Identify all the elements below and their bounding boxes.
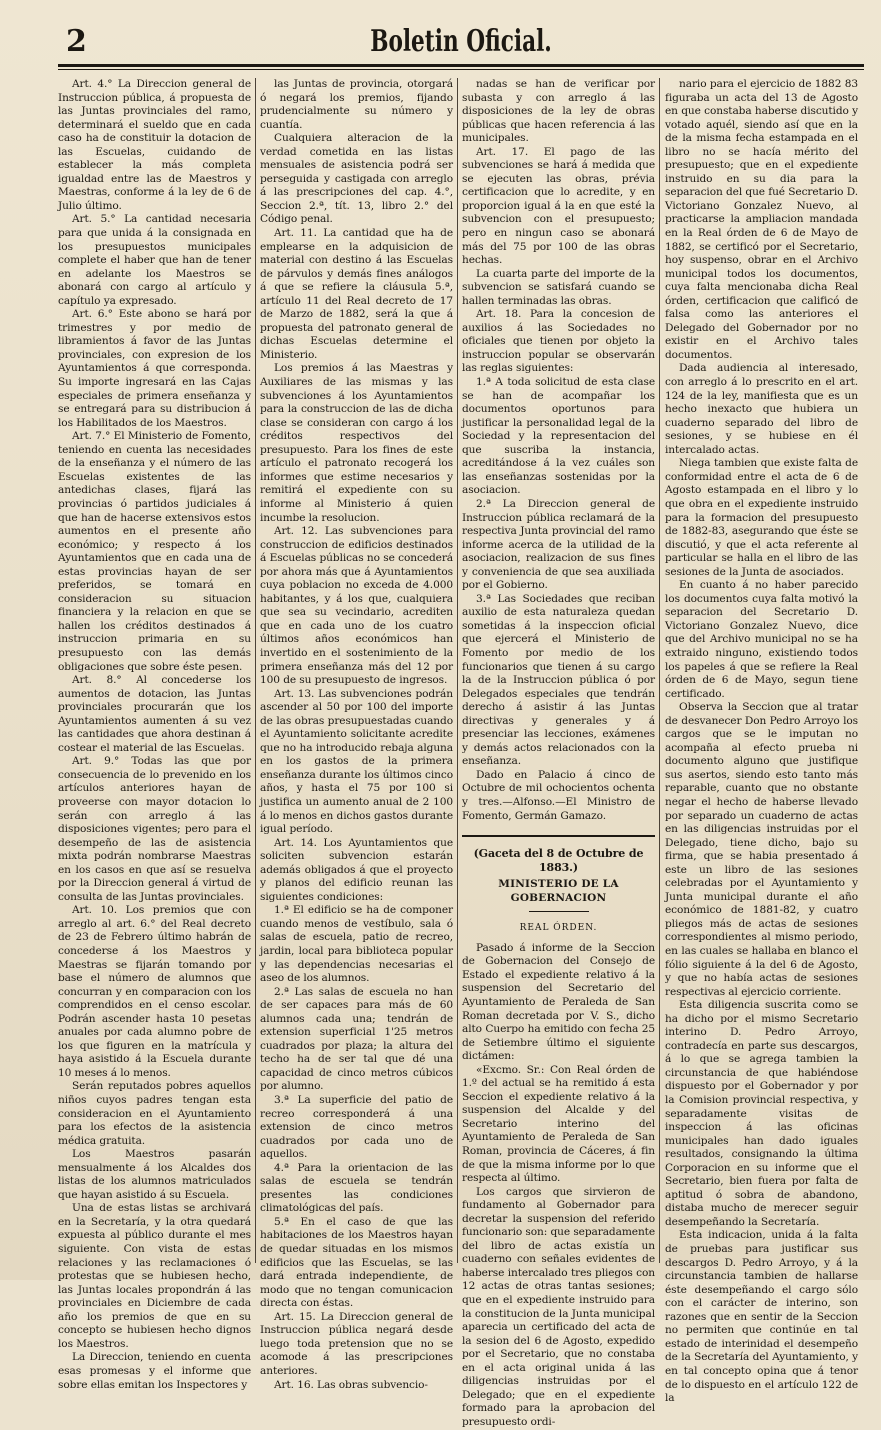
ministry-heading: MINISTERIO DE LA GOBERNACION (498, 878, 619, 904)
paragraph: En cuanto á no haber parecido los documentos cuya falta motivó la separacion del Secretario D. Victoriano Gonzalez Nuevo, dice que del Archivo municipal no se ha extraido ninguno, existiendo todos los papeles á que se refiere la Real órden de 6 de Mayo, segun tiene certificado. (665, 579, 858, 700)
column-3-top (462, 78, 655, 823)
paragraph: Art. 15. La Direccion general de Instruccion pública negará desde luego toda pretension que no se acomode á las prescripciones anteriores. (260, 1310, 453, 1377)
paragraph: Art. 10. Los premios que con arreglo al art. 6.° del Real decreto de 23 de Febrero último habrán de concederse á los Maestros y Maestras se fijarán tomando por base el número de alumnos que concurran y en comparacion con los comprendidos en el censo escolar. Podrán ascender hasta 10 pesetas anuales por cada alumno pobre de los que figuren en la matrícula y haya asistido á la Escuela durante 10 meses á lo menos. (58, 904, 251, 1079)
header-rule-thick (58, 64, 864, 67)
paragraph: Niega tambien que existe falta de conformidad entre el acta de 6 de Agosto estampada en el libro y lo que obra en el expediente instruido para la formacion del presupuesto de 1882-83, asegurando que éste se discutió, y que el acta referente al particular se halla en el libro de las sesiones de la Junta de asociados. (665, 457, 858, 578)
header-rule-thin (58, 69, 864, 70)
text-columns (58, 78, 864, 1428)
column-2 (260, 78, 453, 1391)
short-rule (529, 911, 589, 912)
decree-heading: REAL ÓRDEN. (519, 923, 598, 934)
paragraph: Art. 13. Las subvenciones podrán ascender al 50 por 100 del importe de las obras presupuestadas cuando el Ayuntamiento solicitante acredite que no ha introducido rebaja alguna en los gastos de la primera enseñanza durante los últimos cinco años, y hasta el 75 por 100 si justifica un aumento anual de 2 100 á lo menos en dichos gastos durante igual período. (260, 687, 453, 836)
column-separator (255, 78, 256, 1263)
paragraph: nario para el ejercicio de 1882 83 figuraba un acta del 13 de Agosto en que constaba haberse discutido y votado aquél, siendo así que en la de la misma fecha estampada en el libro no se hacía mérito del presupuesto; que en el expediente instruido en su dia para la separacion del que fué Secretario D. Victoriano Gonzalez Nuevo, al practicarse la ampliacion mandada en la Real órden de 6 de Mayo de 1882, se certificó por el Secretario, hoy suspenso, obrar en el Archivo municipal todos los documentos, cuya falta mencionaba dicha Real órden, certificacion que calificó de falsa como las anteriores el Delegado del Gobernador por no existir en el Archivo tales documentos. (665, 78, 858, 361)
paragraph: La Direccion, teniendo en cuenta esas promesas y el informe que sobre ellas emitan los Inspectores y (58, 1351, 251, 1391)
page-number: 2 (66, 24, 88, 59)
page-title: Boletin Oficial. (370, 24, 552, 59)
gazette-reference: (Gaceta del 8 de Octubre de 1883.) (462, 835, 655, 874)
paragraph: Dado en Palacio á cinco de Octubre de mil ochocientos ochenta y tres.—Alfonso.—El Ministro de Fomento, Germán Gamazo. (462, 768, 655, 822)
paragraph: Esta indicacion, unida á la falta de pruebas para justificar sus descargos D. Pedro Arroyo, y á la circunstancia tambien de hallarse éste desempeñando el cargo sólo con el carácter de interino, son razones que en sentir de la Seccion no permiten que continúe en tal estado de interinidad el desempeño de la Secretaría del Ayuntamiento, y en tal concepto opina que á tenor de lo dispuesto en el artículo 122 de la (665, 1229, 858, 1405)
paragraph: Los premios á las Maestras y Auxiliares de las mismas y las subvenciones á los Ayuntamientos para la construccion de las de dicha clase se consideran con cargo á los créditos respectivos del presupuesto. Para los fines de este artículo el patronato recogerá los informes que estime necesarios y remitirá el expediente con su informe al Ministerio á quien incumbe la resolucion. (260, 362, 453, 524)
paragraph: 1.ª A toda solicitud de esta clase se han de acompañar los documentos oportunos para justificar la personalidad legal de la Sociedad y la representacion del que suscriba la instancia, acreditándose á la vez cuáles son las enseñanzas sostenidas por la asociacion. (462, 376, 655, 497)
paragraph: Art. 9.° Todas las que por consecuencia de lo prevenido en los artículos anteriores hayan de proveerse con mayor dotacion lo serán con arreglo á las disposiciones vigentes; pero para el desempeño de las de asistencia mixta podrán nombrarse Maestras en los casos en que así se resuelva por la Direccion general á virtud de consulta de las Juntas provinciales. (58, 755, 251, 903)
paragraph: nadas se han de verificar por subasta y con arreglo á las disposiciones de la ley de obras públicas que hacen referencia á las municipales. (462, 78, 655, 145)
column-3-bottom (462, 942, 655, 1430)
paragraph: Los cargos que sirvieron de fundamento al Gobernador para decretar la suspension del referido funcionario son: que separadamente del libro de actas existía un cuaderno con señales evidentes de haberse intercalado tres pliegos con 12 actas de otras tantas sesiones; que en el expediente instruido para la constitucion de la Junta municipal aparecia un certificado del acta de la sesion del 6 de Agosto, expedido por el Secretario, que no constaba en el acta original unida á las diligencias instruidas por el Delegado; que en el expediente formado para la aprobacion del presupuesto ordi- (462, 1185, 655, 1428)
column-3 (462, 78, 655, 1428)
column-4 (665, 78, 858, 1405)
paragraph: 2.ª Las salas de escuela no han de ser capaces para más de 60 alumnos cada una; tendrán de extension superficial 1'25 metros cuadrados por plaza; la altura del techo ha de ser tal que dé una capacidad de cinco metros cúbicos por alumno. (260, 985, 453, 1093)
paragraph: «Excmo. Sr.: Con Real órden de 1.º del actual se ha remitido á esta Seccion el expediente relativo á la suspension del Alcalde y del Secretario interino del Ayuntamiento de Peraleda de San Roman, provincia de Cáceres, á fin de que la misma informe por lo que respecta al último. (462, 1063, 655, 1185)
paragraph: La cuarta parte del importe de la subvencion se satisfará cuando se hallen terminadas las obras. (462, 267, 655, 307)
paragraph: 2.ª La Direccion general de Instruccion pública reclamará de la respectiva Junta provincial del ramo informe acerca de la utilidad de la asociacion, realizacion de sus fines y conveniencia de que sea auxiliada por el Gobierno. (462, 497, 655, 592)
paragraph: Esta diligencia suscrita como se ha dicho por el mismo Secretario interino D. Pedro Arroyo, contradecía en parte sus descargos, á lo que se agrega tambien la circunstancia de que habiéndose dispuesto por el Gobernador y por la Comision provincial respectiva, y separadamente visitas de inspeccion á las oficinas municipales han dado iguales resultados, consignando la última Corporacion en su informe que el Secretario, bien fuera por falta de aptitud ó sobra de abandono, distaba mucho de merecer seguir desempeñando la Secretaría. (665, 999, 858, 1228)
paragraph: 4.ª Para la orientacion de las salas de escuela se tendrán presentes las condiciones climatológicas del país. (260, 1161, 453, 1215)
paragraph: Art. 16. Las obras subvencio- (274, 1378, 428, 1391)
paragraph: Observa la Seccion que al tratar de desvanecer Don Pedro Arroyo los cargos que se le imputan no acompaña al efecto prueba ni documento alguno que justifique sus asertos, siendo esto tanto más reparable, cuanto que no obstante negar el hecho de haberse llevado por separado un cuaderno de actas en las diligencias instruidas por el Delegado, tiene dicho, bajo su firma, que se habia presentado á este un libro de las sesiones celebradas por el Ayuntamiento y Junta municipal durante el año económico de 1881-82, y cuatro pliegos más de actas de sesiones correspondientes al mismo periodo, en las cuales se hallaba en blanco el fólio siguiente á la del 6 de Agosto, y que no había actas de sesiones respectivas al ejercicio corriente. (665, 701, 858, 998)
paragraph: Dada audiencia al interesado, con arreglo á lo prescrito en el art. 124 de la ley, manifiesta que es un hecho inexacto que hubiera un cuaderno separado del libro de sesiones, y se hubiese en él intercalado actas. (665, 362, 858, 456)
paragraph: Art. 11. La cantidad que ha de emplearse en la adquisicion de material con destino á las Escuelas de párvulos y demás fines análogos á que se refiere la cláusula 5.ª, artículo 11 del Real decreto de 17 de Marzo de 1882, será la que á propuesta del patronato general de dichas Escuelas determine el Ministerio. (260, 227, 453, 361)
paragraph: Art. 18. Para la concesion de auxilios á las Sociedades no oficiales que tienen por objeto la instruccion popular se observarán las reglas siguientes: (462, 308, 655, 375)
column-separator (457, 78, 458, 1263)
paragraph: Art. 8.° Al concederse los aumentos de dotacion, las Juntas provinciales procurarán que los Ayuntamientos aumenten á su vez las cantidades que ahora destinan á costear el material de las Escuelas. (58, 674, 251, 754)
paragraph: Una de estas listas se archivará en la Secretaría, y la otra quedará expuesta al público durante el mes siguiente. Con vista de estas relaciones y las reclamaciones ó protestas que se hubiesen hecho, las Juntas locales propondrán á las provinciales en Diciembre de cada año los premios de que en su concepto se hubiesen hecho dignos los Maestros. (58, 1202, 251, 1350)
paragraph: 1.ª El edificio se ha de componer cuando menos de vestíbulo, sala ó salas de escuela, patio de recreo, jardin, local para biblioteca popular y las dependencias necesarias el aseo de los alumnos. (260, 904, 453, 985)
paragraph: 3.ª Las Sociedades que reciban auxilio de esta naturaleza quedan sometidas á la inspeccion oficial que ejercerá el Ministerio de Fomento por medio de los funcionarios que tienen á su cargo la de la Instruccion pública ó por Delegados especiales que tendrán derecho á asistir á las Juntas directivas y generales y á presenciar las lecciones, exámenes y demás actos relacionados con la enseñanza. (462, 592, 655, 768)
paragraph: Art. 12. Las subvenciones para construccion de edificios destinados á Escuelas públicas no se concederá por ahora más que á Ayuntamientos cuya poblacion no exceda de 4.000 habitantes, y á los que, cualquiera que sea su vecindario, acrediten que en cada uno de los cuatro últimos años económicos han invertido en el sostenimiento de la primera enseñanza más del 12 por 100 de su presupuesto de ingresos. (260, 525, 453, 687)
paragraph: Art. 14. Los Ayuntamientos que soliciten subvencion estarán además obligados á que el proyecto y planos del edificio reunan las siguientes condiciones: (260, 836, 453, 903)
paragraph: Art. 5.° La cantidad necesaria para que unida á la consignada en los presupuestos municipales complete el haber que han de tener en adelante los Maestros se abonará con cargo al artículo y capítulo ya expresado. (58, 213, 251, 307)
paragraph: Art. 6.° Este abono se hará por trimestres y por medio de libramientos á favor de las Juntas provinciales, con expresion de los Ayuntamientos á que corresponda. Su importe ingresará en las Cajas especiales de primera enseñanza y se entregará para su distribucion á los Habilitados de los Maestros. (58, 308, 251, 429)
paragraph: Art. 7.° El Ministerio de Fomento, teniendo en cuenta las necesidades de la enseñanza y el número de las Escuelas existentes de las antedichas clases, fijará las provincias ó partidos judiciales á que han de hacerse extensivos estos aumentos en el presente año económico; y respecto á los Ayuntamientos que en cada una de estas provincias hayan de ser preferidos, se tomará en consideracion su situacion financiera y la relacion en que se hallen los créditos destinados á instruccion primaria en su presupuesto con las demás obligaciones que sobre éste pesen. (58, 430, 251, 673)
column-1 (58, 78, 251, 1391)
paragraph: las Juntas de provincia, otorgará ó negará los premios, fijando prudencialmente su número y cuantía. (260, 78, 453, 131)
column-separator (659, 78, 660, 1263)
page-header (58, 18, 864, 68)
paragraph: Art. 4.° La Direccion general de Instruccion pública, á propuesta de las Juntas provinciales del ramo, determinará el sueldo que en cada caso ha de constituir la dotacion de las Escuelas, cuidando de establecer la más completa igualdad entre las de Maestros y Maestras, conforme á la ley de 6 de Julio último. (58, 78, 251, 212)
paragraph: Los Maestros pasarán mensualmente á los Alcaldes dos listas de los alumnos matriculados que hayan asistido á su Escuela. (58, 1148, 251, 1201)
paragraph: Serán reputados pobres aquellos niños cuyos padres tengan esta consideracion en el Ayuntamiento para los efectos de la asistencia médica gratuita. (58, 1080, 251, 1147)
paragraph: Cualquiera alteracion de la verdad cometida en las listas mensuales de asistencia podrá ser perseguida y castigada con arreglo á las prescripciones del cap. 4.°, Seccion 2.ª, tít. 13, libro 2.° del Código penal. (260, 132, 453, 226)
paragraph: Pasado á informe de la Seccion de Gobernacion del Consejo de Estado el expediente relativo á la suspension del Secretario del Ayuntamiento de Peraleda de San Roman decretada por V. S., dicho alto Cuerpo ha emitido con fecha 25 de Setiembre último el siguiente dictámen: (462, 941, 655, 1063)
paragraph: 5.ª En el caso de que las habitaciones de los Maestros hayan de quedar situadas en los mismos edificios que las Escuelas, se las dará entrada independiente, de modo que no tengan comunicacion directa con éstas. (260, 1215, 453, 1310)
paragraph: Art. 17. El pago de las subvenciones se hará á medida que se ejecuten las obras, prévia certificacion que lo acredite, y en proporcion igual á la en que esté la subvencion con el presupuesto; pero en ningun caso se abonará más del 75 por 100 de las obras hechas. (462, 145, 655, 267)
paragraph: 3.ª La superficie del patio de recreo corresponderá á una extension de cinco metros cuadrados por cada uno de aquellos. (260, 1094, 453, 1161)
